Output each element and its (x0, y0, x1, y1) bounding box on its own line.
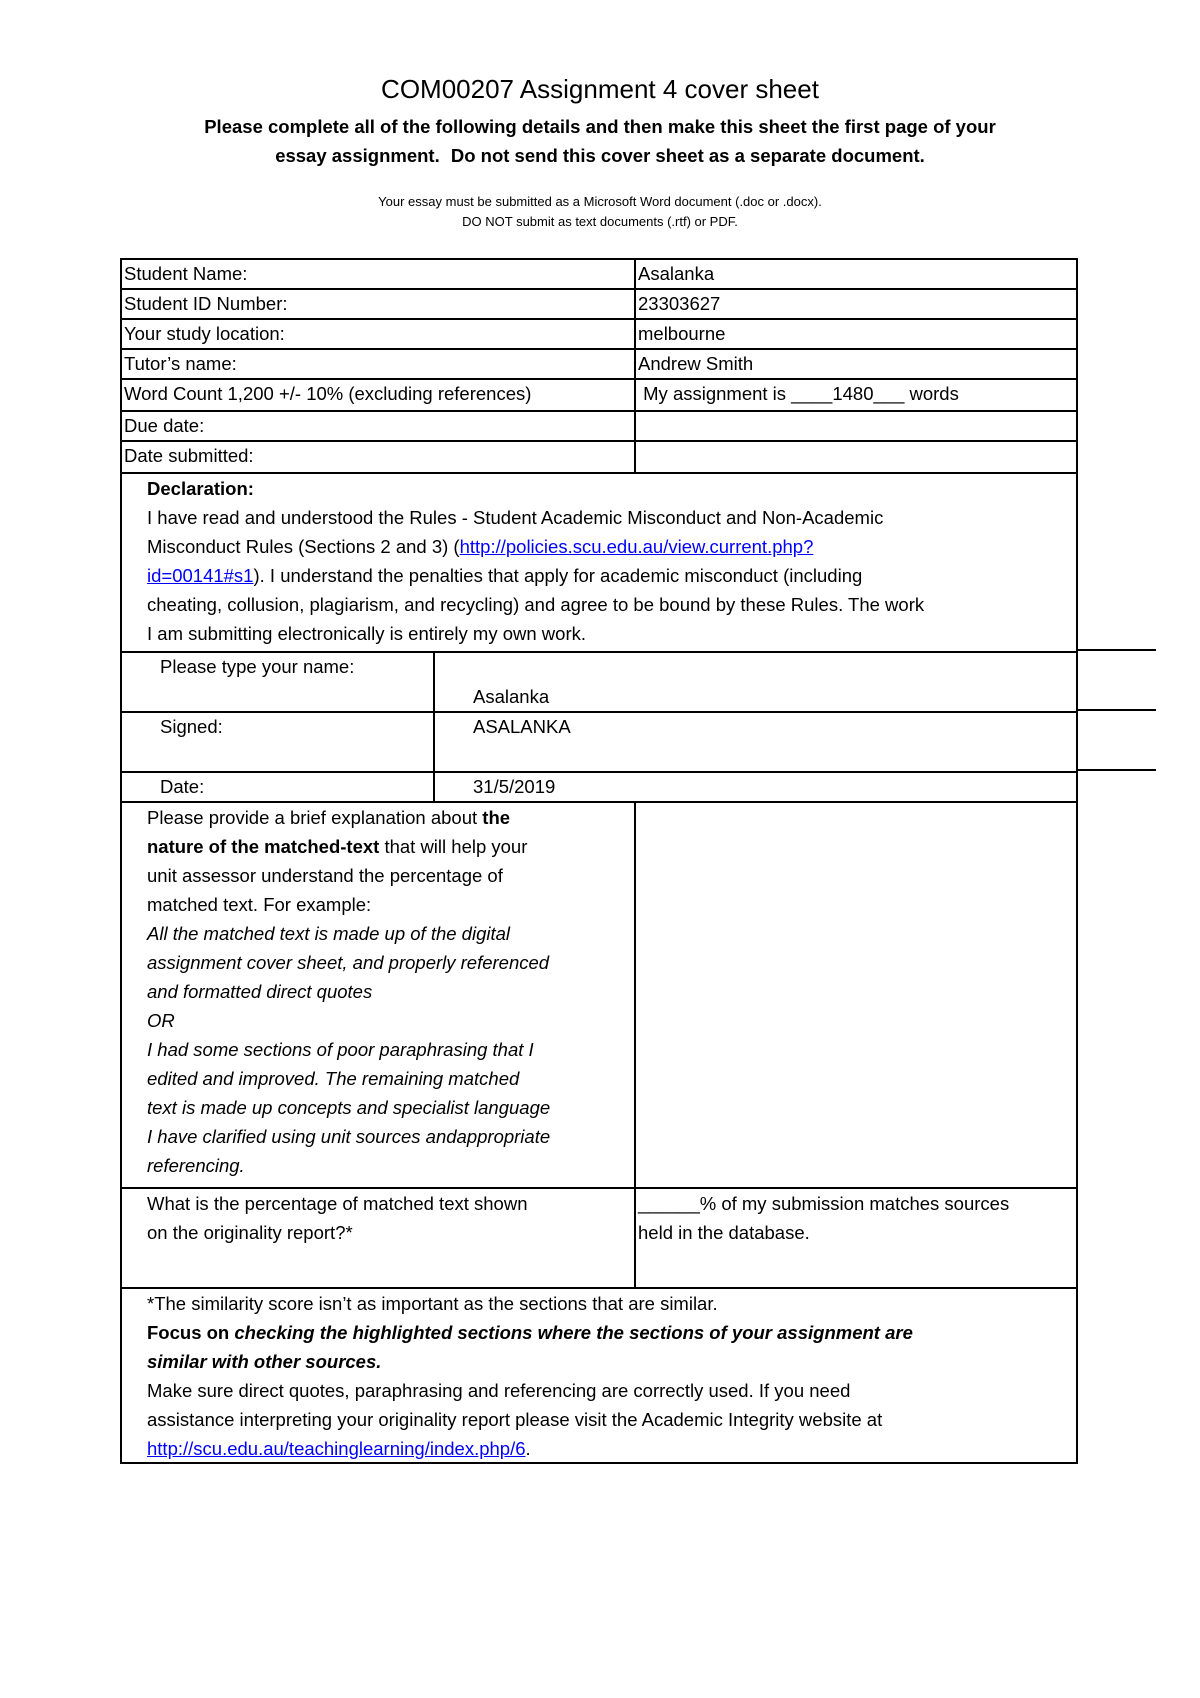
similarity-note-line-5: assistance interpreting your originality report please visit the Academic Integrity website at (147, 1409, 883, 1430)
similarity-note-line-3: similar with other sources. (147, 1351, 382, 1372)
similarity-note-text (147, 1289, 913, 1463)
explanation-line-1-bold: the (482, 807, 511, 828)
signed-field[interactable]: ASALANKA (473, 716, 571, 737)
explanation-prompt (147, 803, 550, 1180)
detail-row-student-name (122, 260, 1076, 290)
word-count-field[interactable]: My assignment is ____1480___ words (638, 383, 959, 404)
signature-line-extension (1076, 649, 1156, 651)
example-line: and formatted direct quotes (147, 981, 373, 1002)
explanation-line-4: matched text. For example: (147, 894, 372, 915)
percentage-question-line-1: What is the percentage of matched text shown (147, 1193, 528, 1214)
format-note-line-1: Your essay must be submitted as a Microsoft Word document (.doc or .docx). (378, 194, 822, 209)
policy-link[interactable]: http://policies.scu.edu.au/view.current.php? (459, 536, 814, 557)
signature-right-border (1076, 649, 1078, 799)
instructions-line-2 (0, 141, 1200, 170)
example-line: I had some sections of poor paraphrasing that I (147, 1039, 534, 1060)
word-count-label: Word Count 1,200 +/- 10% (excluding references) (124, 383, 532, 404)
student-name-field[interactable]: Asalanka (638, 263, 715, 284)
percentage-answer (638, 1189, 1009, 1247)
similarity-note (122, 1287, 1076, 1462)
tutor-name-label: Tutor’s name: (124, 353, 237, 374)
explanation-response-field[interactable] (638, 803, 1074, 1185)
date-submitted-label: Date submitted: (124, 445, 254, 466)
student-name-label: Student Name: (124, 263, 248, 284)
focus-label: Focus on (147, 1322, 235, 1343)
declaration-text (147, 474, 924, 648)
declaration-line-3 (147, 561, 924, 590)
academic-integrity-link[interactable]: http://scu.edu.au/teachinglearning/index.php/6 (147, 1438, 526, 1459)
format-note-line-2: DO NOT submit as text documents (.rtf) or PDF. (462, 214, 738, 229)
percentage-input[interactable]: ______ (638, 1193, 700, 1214)
detail-row-study-location (122, 318, 1076, 348)
detail-row-date-submitted (122, 440, 1076, 474)
detail-row-due-date (122, 410, 1076, 440)
detail-row-tutor (122, 348, 1076, 378)
due-date-label: Due date: (124, 415, 205, 436)
signature-row-name (122, 651, 1076, 711)
example-line: I have clarified using unit sources andappropriate (147, 1126, 551, 1147)
page-title: COM00207 Assignment 4 cover sheet (381, 74, 819, 104)
detail-row-student-id (122, 288, 1076, 318)
explanation-line-2-text: that will help your (379, 836, 528, 857)
similarity-note-line-2 (147, 1318, 913, 1347)
due-date-field[interactable] (638, 412, 1074, 440)
percentage-answer-line-2: held in the database. (638, 1222, 810, 1243)
declaration-line-2-text: Misconduct Rules (Sections 2 and 3) ( (147, 536, 460, 557)
example-line: text is made up concepts and specialist language (147, 1097, 551, 1118)
date-label: Date: (160, 776, 205, 797)
declaration-section (122, 472, 1076, 644)
detail-row-word-count (122, 378, 1076, 408)
similarity-note-line-4: Make sure direct quotes, paraphrasing and referencing are correctly used. If you need (147, 1380, 851, 1401)
policy-link-continued[interactable]: id=00141#s1 (147, 565, 254, 586)
instructions-warning: Do not send this cover sheet as a separate document. (450, 145, 925, 166)
signature-line-extension (1076, 769, 1156, 771)
signature-row-date (122, 771, 1076, 801)
format-note (0, 192, 1200, 232)
similarity-note-line-6 (147, 1434, 913, 1463)
explanation-line-2-bold: nature of the matched-text (147, 836, 380, 857)
percentage-answer-text: % of my submission matches sources (699, 1193, 1010, 1214)
declaration-line-4: cheating, collusion, plagiarism, and recycling) and agree to be bound by these Rules. The work (147, 594, 925, 615)
percentage-question (147, 1189, 528, 1247)
declaration-line-5: I am submitting electronically is entirely my own work. (147, 623, 587, 644)
example-line: referencing. (147, 1155, 245, 1176)
explanation-row (122, 801, 1076, 1187)
explanation-line-3: unit assessor understand the percentage of (147, 865, 503, 886)
study-location-field[interactable]: melbourne (638, 323, 726, 344)
type-name-label: Please type your name: (160, 656, 355, 677)
tutor-name-field[interactable]: Andrew Smith (638, 353, 754, 374)
declaration-line-2 (147, 532, 924, 561)
example-line: edited and improved. The remaining matched (147, 1068, 520, 1089)
example-line: All the matched text is made up of the digital (147, 923, 511, 944)
link-period: . (525, 1438, 531, 1459)
instructions (0, 112, 1200, 170)
declaration-line-1: I have read and understood the Rules - Student Academic Misconduct and Non-Academic (147, 507, 884, 528)
instructions-plain: essay assignment. (275, 145, 440, 166)
example-line: assignment cover sheet, and properly referenced (147, 952, 550, 973)
example-line: OR (147, 1010, 175, 1031)
explanation-line-1-text: Please provide a brief explanation about (147, 807, 483, 828)
study-location-label: Your study location: (124, 323, 285, 344)
type-name-field[interactable]: Asalanka (473, 686, 550, 707)
declaration-line-3-text: ). I understand the penalties that apply for academic misconduct (including (253, 565, 863, 586)
signed-label: Signed: (160, 716, 223, 737)
similarity-note-line-1: *The similarity score isn’t as important as the sections that are similar. (147, 1293, 718, 1314)
date-field[interactable]: 31/5/2019 (473, 776, 556, 797)
explanation-line-2 (147, 832, 550, 861)
date-submitted-field[interactable] (638, 442, 1074, 470)
cover-sheet-table (120, 258, 1078, 1464)
percentage-question-line-2: on the originality report?* (147, 1222, 353, 1243)
explanation-line-1 (147, 803, 550, 832)
signature-line-extension (1076, 709, 1156, 711)
instructions-line-1: Please complete all of the following details and then make this sheet the first page of your (204, 116, 996, 137)
student-id-field[interactable]: 23303627 (638, 293, 721, 314)
percentage-answer-line-1 (638, 1189, 1009, 1218)
declaration-heading: Declaration: (147, 478, 254, 499)
student-id-label: Student ID Number: (124, 293, 288, 314)
signature-row-signed (122, 711, 1076, 771)
percentage-row (122, 1187, 1076, 1287)
focus-text: checking the highlighted sections where the sections of your assignment are (234, 1322, 913, 1343)
